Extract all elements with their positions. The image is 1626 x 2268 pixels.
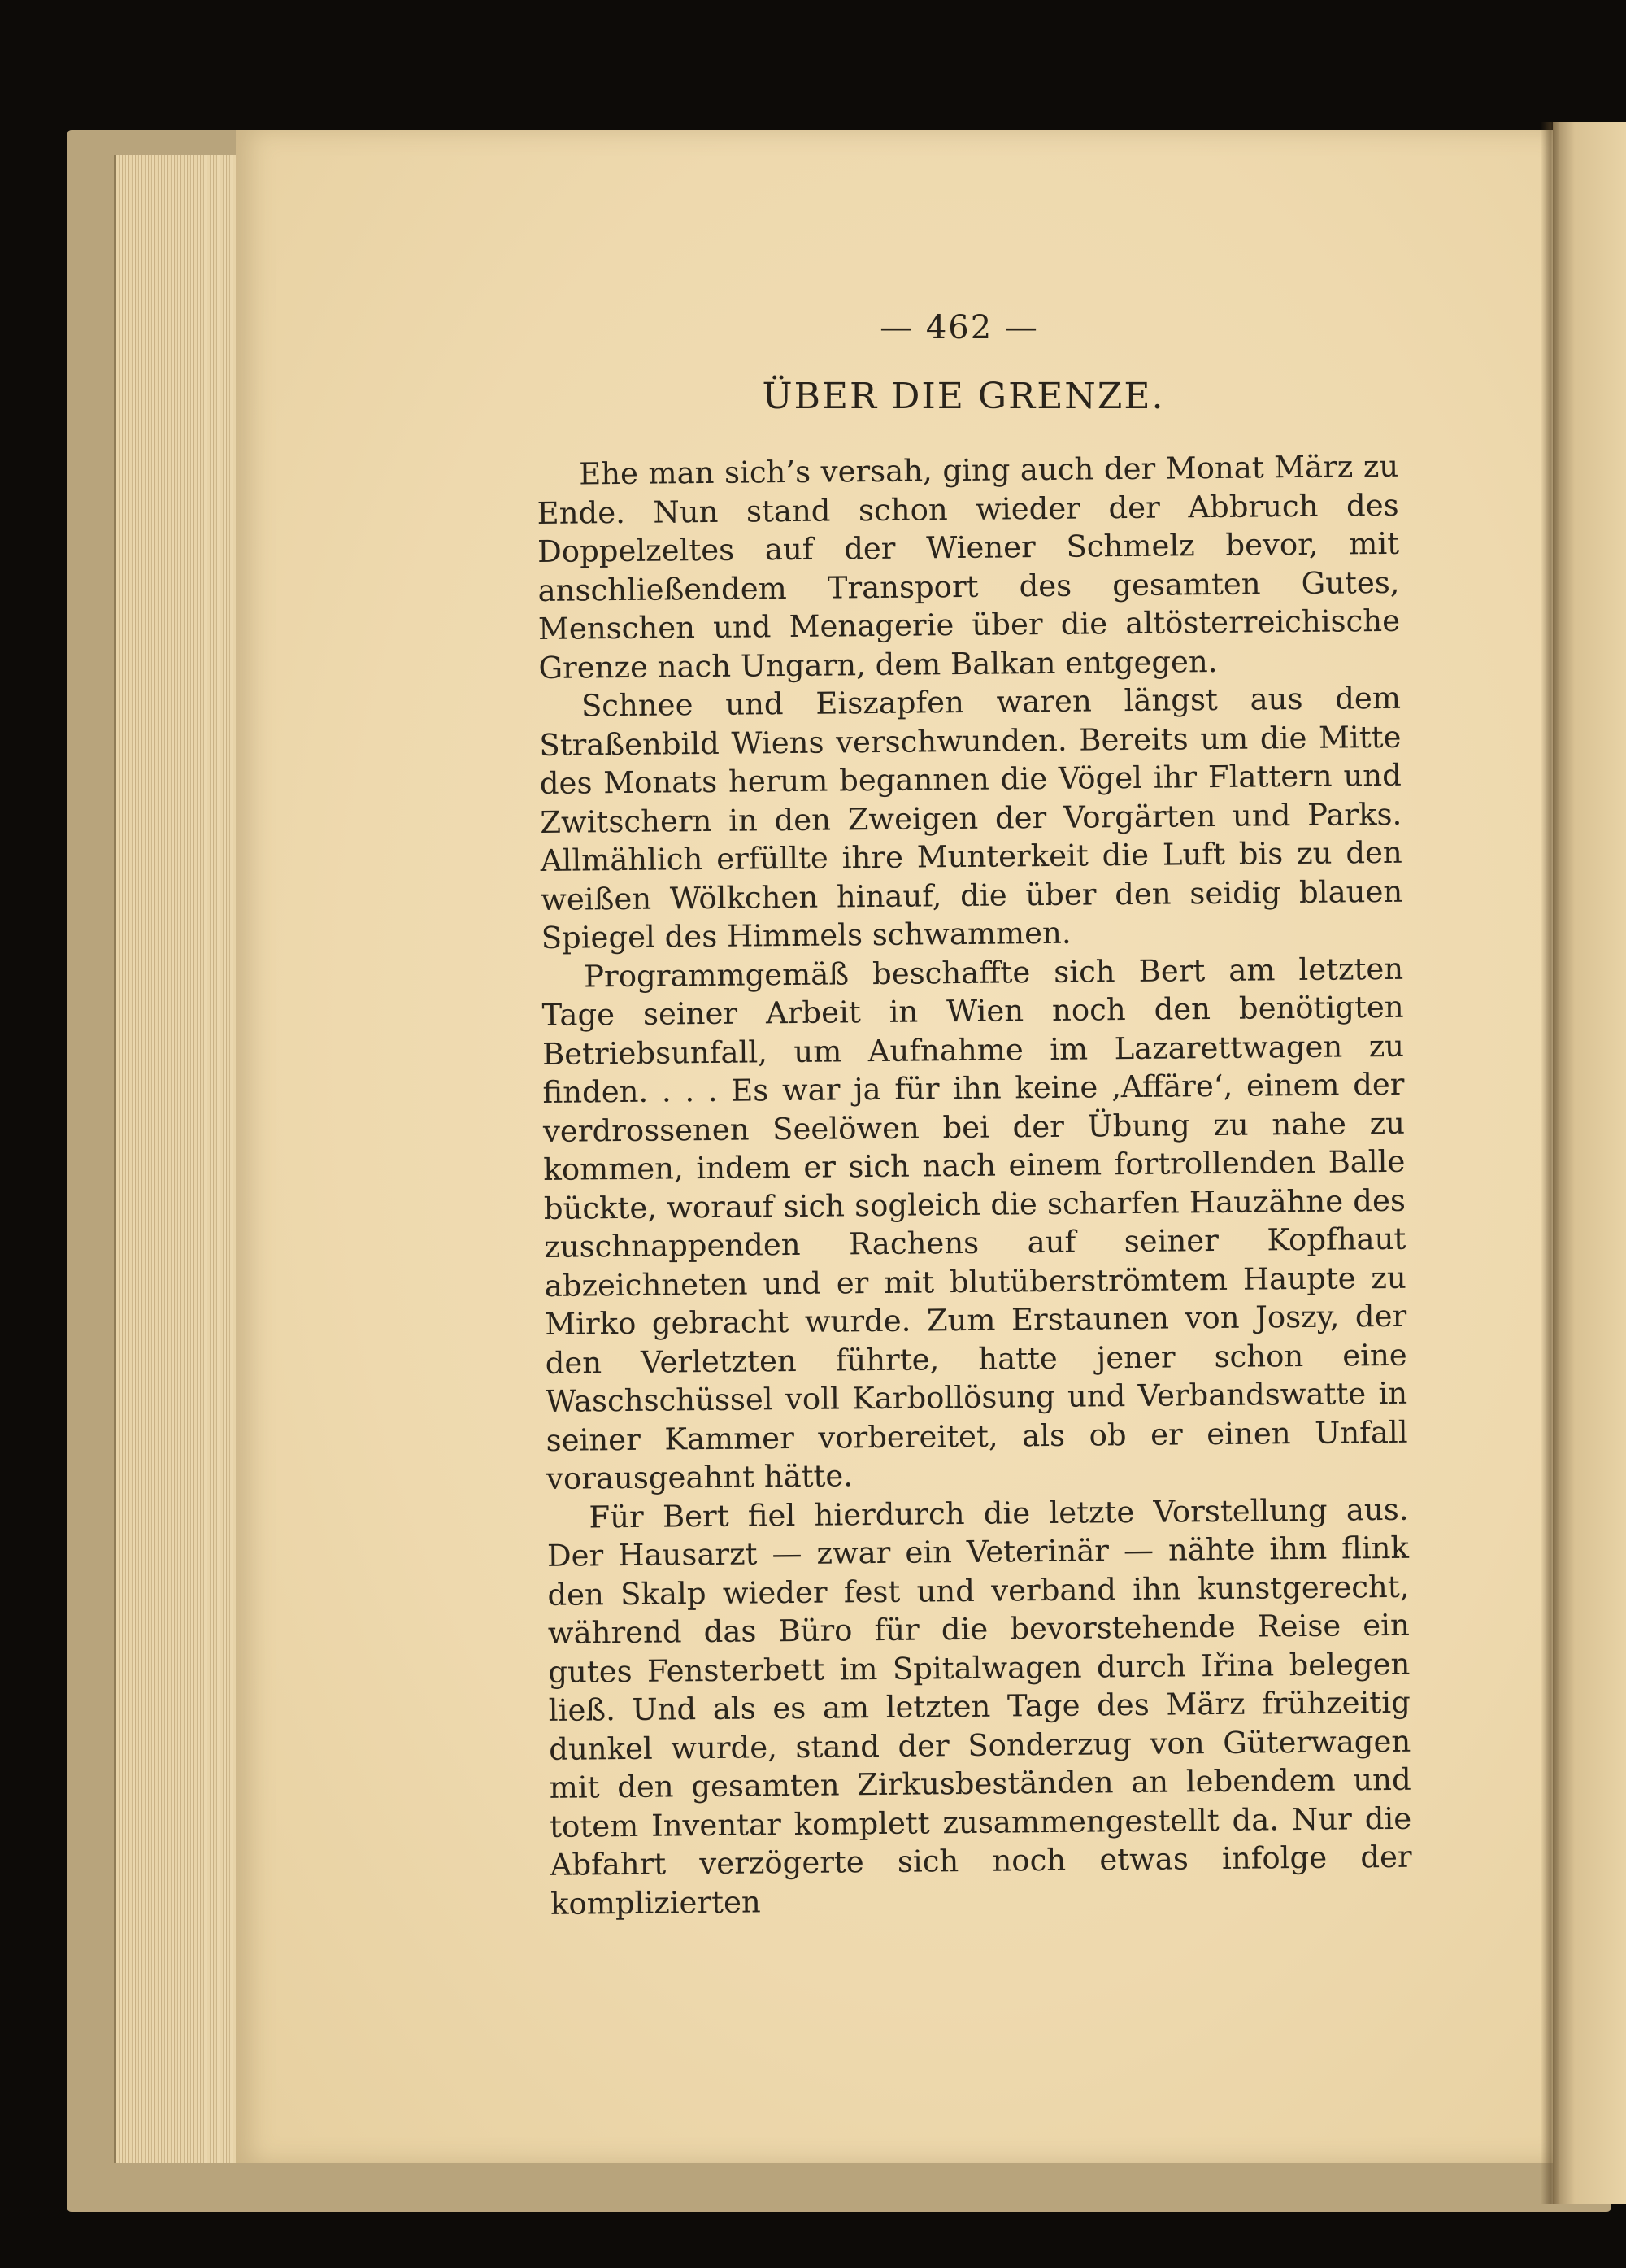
- next-page-edge: [1553, 122, 1626, 2204]
- paragraph-3: Programmgemäß beschaffte sich Bert am letzten Tage seiner Arbeit in Wien noch den benötigten Betriebsunfall, um Aufnahme im Lazarettwagen zu finden. . . . Es war ja für ihn keine ‚Affäre‘, einem der verdrossenen Seelöwen bei der Übung zu nahe zu kommen, indem er sich nach einem fortrollenden Balle bückte, worauf sich sogleich die scharfen Hauzähne des zuschnappenden Rachens auf seiner Kopfhaut abzeichneten und er mit blutüberströmtem Haupte zu Mirko gebracht wurde. Zum Erstaunen von Joszy, der den Verletzten führte, hatte jener schon eine Waschschüssel voll Karbollösung und Verbandswatte in seiner Kammer vorbereitet, als ob er einen Unfall vorausgeahnt hätte.: [541, 951, 1408, 1496]
- paragraph-1: Ehe man sich’s versah, ging auch der Monat März zu Ende. Nun stand schon wieder der Abbruch des Doppelzeltes auf der Wiener Schmelz bevor, mit anschließendem Transport des gesamten Gutes, Menschen und Menagerie über die altösterreichische Grenze nach Ungarn, dem Balkan entgegen.: [537, 448, 1401, 686]
- body-text: [537, 447, 1412, 1923]
- book-gutter: [1541, 122, 1560, 2204]
- page-number: — 462 —: [880, 309, 1039, 346]
- paragraph-4: Für Bert fiel hierdurch die letzte Vorstellung aus. Der Hausarzt — zwar ein Veterinär — nähte ihm flink den Skalp wieder fest und verband ihn kunstgerecht, während das Büro für die bevorstehende Reise ein gutes Fensterbett im Spitalwagen durch Iřina belegen ließ. Und als es am letzten Tage des März frühzeitig dunkel wurde, stand der Sonderzug von Güterwagen mit den gesamten Zirkusbeständen an lebendem und totem Inventar komplett zusammengestellt da. Nur die Abfahrt verzögerte sich noch etwas infolge der komplizierten: [546, 1491, 1412, 1922]
- paragraph-2: Schnee und Eiszapfen waren längst aus dem Straßenbild Wiens verschwunden. Bereits um die Mitte des Monats herum begannen die Vögel ihr Flattern und Zwitschern in den Zweigen der Vorgärten und Parks. Allmählich erfüllte ihre Munterkeit die Luft bis zu den weißen Wölkchen hinauf, die über den seidig blauen Spiegel des Himmels schwammen.: [539, 680, 1403, 956]
- chapter-title: ÜBER DIE GRENZE.: [762, 376, 1165, 417]
